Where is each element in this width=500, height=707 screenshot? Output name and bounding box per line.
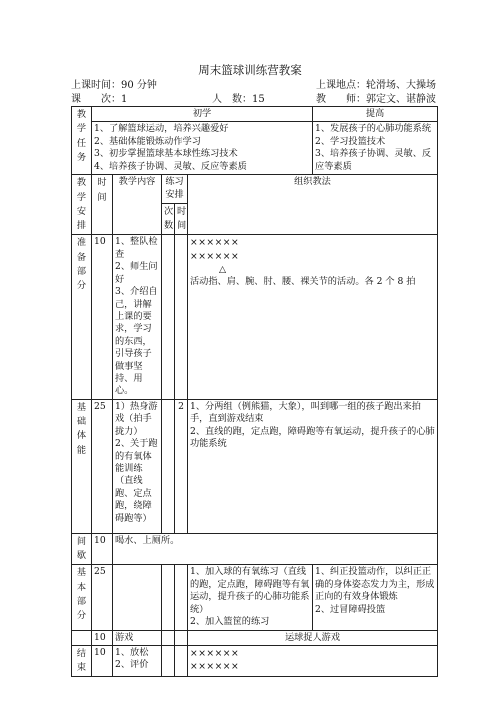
end-label: 结束 (76, 647, 87, 674)
end-content: 1、放松 2、评价 (113, 645, 162, 677)
end-time: 10 (92, 645, 113, 677)
ptime-header-cell (175, 203, 188, 235)
skills-advanced: 1、纠正投篮动作，以纠正正确的身体姿态发力为主，形成正向的有效身体锻炼 2、过冒障碍投篮 (313, 565, 438, 630)
practice-header: 练习安排 (162, 175, 188, 203)
lesson-plan-table (71, 106, 438, 677)
end-ptime (175, 645, 188, 677)
rest-time: 10 (92, 533, 113, 565)
count-header: 次数 (164, 205, 174, 231)
goals-label-cell (72, 107, 92, 175)
rest-label: 间歇 (76, 535, 87, 562)
end-formation: ×××××× ×××××× (188, 645, 438, 677)
skills-ptime (175, 565, 188, 630)
skills-label-cell (72, 565, 92, 630)
method-header: 组织教法 (188, 175, 438, 235)
game-label-cell (72, 630, 92, 645)
advanced-header: 提高 (313, 107, 438, 122)
page-title: 周末篮球训练营教案 (198, 63, 302, 77)
prep-label-cell (72, 235, 92, 399)
prep-count (162, 235, 175, 399)
prep-method-cell (188, 235, 438, 399)
time-header: 时间 (97, 177, 107, 203)
skills-beginner: 1、加入球的有氧练习（直线的跑，定点跑，障碍跑等有氧运动，提升孩子的心肺功能系统） 2、加入篮筐的练习 (188, 565, 313, 630)
prep-ptime (175, 235, 188, 399)
prep-time: 10 (92, 235, 113, 399)
class-teacher: 教 师：郭定文、谌静波 (316, 94, 436, 105)
class-duration: 上课时间：90 分钟 (71, 80, 157, 91)
skills-count (162, 565, 175, 630)
arrangement-label: 教学安排 (76, 177, 87, 232)
prep-label: 准备部分 (76, 237, 87, 292)
goals-label: 教学任务 (76, 109, 87, 163)
basic-method: 1、分两组（例熊猫，大象），叫到哪一组的孩子跑出来拍手，直到游戏结束 2、直线的跑，定点跑，障碍跑等有氧运动，提升孩子的心肺功能系统 (188, 399, 438, 533)
class-session: 课 次：1 (71, 94, 128, 105)
class-location: 上课地点：轮滑场、大操场 (316, 80, 436, 91)
content-header: 教学内容 (113, 175, 162, 235)
game-count (162, 630, 175, 645)
prep-content: 1、整队检查 2、师生问好 3、介绍自己，讲解上课的要求，学习的东西，引导孩子做事坚持、用心。 (113, 235, 162, 399)
basic-time: 25 (92, 399, 113, 533)
beginner-header: 初学 (92, 107, 313, 122)
basic-content: 1）热身游戏（拍手拢力） 2、关于跑的有氧体能训练（直线跑、定点跑，绕障碍跑等） (113, 399, 162, 533)
beginner-goals: 1、了解篮球运动，培养兴趣爱好 2、基础体能锻炼动作学习 3、初步掌握篮球基本球性练习技术 4、培养孩子协调、灵敏、反应等素质 (92, 122, 313, 175)
prep-method: 活动指、肩、腕、肘、腰、裸关节的活动。各 2 个 8 拍 (190, 276, 416, 288)
time-header-cell (92, 175, 113, 235)
basic-ptime: 2 (175, 399, 188, 533)
end-label-cell (72, 645, 92, 677)
class-people: 人 数：15 (212, 94, 265, 105)
skills-time: 25 (92, 565, 113, 630)
game-method: 运球捉人游戏 (188, 630, 438, 645)
game-content: 游戏 (113, 630, 162, 645)
game-ptime (175, 630, 188, 645)
skills-label: 基本部分 (76, 567, 87, 622)
ptime-header: 时间 (177, 205, 187, 231)
prep-formation: ×××××× ×××××× △ (190, 237, 240, 276)
rest-content: 喝水、上厕所。 (113, 533, 438, 565)
basic-count (162, 399, 175, 533)
advanced-goals: 1、发展孩子的心肺功能系统 2、学习投篮技术 3、培养孩子协调、灵敏、反应等素质 (313, 122, 438, 175)
arrangement-label-cell (72, 175, 92, 235)
game-time: 10 (92, 630, 113, 645)
end-count (162, 645, 175, 677)
basic-label: 基础体能 (76, 401, 87, 456)
skills-content (113, 565, 162, 630)
count-header-cell (162, 203, 175, 235)
basic-label-cell (72, 399, 92, 533)
rest-label-cell (72, 533, 92, 565)
